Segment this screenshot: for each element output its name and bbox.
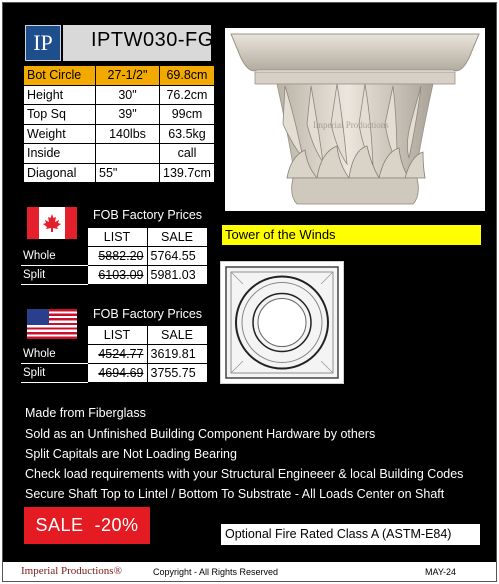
- spec-metric: call: [160, 144, 215, 164]
- spec-metric: 99cm: [160, 105, 215, 125]
- canada-prices-title: FOB Factory Prices: [93, 208, 203, 222]
- style-name-bar: Tower of the Winds: [222, 225, 481, 245]
- spec-row: [24, 163, 215, 183]
- product-sheet: [2, 2, 497, 582]
- spec-metric: 139.7cm: [160, 163, 215, 183]
- footer-date: MAY-24: [425, 567, 457, 577]
- company-logo: IP: [25, 25, 61, 61]
- spec-row: [24, 85, 215, 105]
- footer: [3, 562, 496, 581]
- spec-imperial: 39": [96, 105, 160, 125]
- spec-metric: 63.5kg: [160, 124, 215, 144]
- watermark-text: Imperial Productions: [313, 120, 389, 130]
- price-header-row: [21, 326, 207, 345]
- usa-prices-title: FOB Factory Prices: [93, 307, 203, 321]
- usa-price-table: [21, 325, 208, 383]
- spec-label: Height: [24, 85, 96, 105]
- spec-imperial: 140lbs: [96, 124, 160, 144]
- sale-price: 5764.55: [147, 247, 207, 266]
- spec-label: Weight: [24, 124, 96, 144]
- list-header: LIST: [87, 326, 147, 345]
- sale-header: SALE: [147, 326, 207, 345]
- spec-imperial: 27-1/2": [96, 66, 160, 86]
- spec-metric: 69.8cm: [160, 66, 215, 86]
- spec-label: Bot Circle: [24, 66, 96, 86]
- list-price: 6103.09: [87, 266, 147, 285]
- feature-item: Sold as an Unfinished Building Component Hardware by others: [25, 427, 376, 441]
- product-code: IPTW030-FG: [91, 29, 214, 51]
- price-row-label: Split: [21, 364, 87, 383]
- feature-item: Made from Fiberglass: [25, 406, 146, 420]
- price-row-split: [21, 266, 207, 285]
- list-price: 4524.77: [87, 345, 147, 364]
- spec-row: [24, 144, 215, 164]
- price-row-label: Whole: [21, 345, 87, 364]
- capital-illustration: [225, 28, 485, 211]
- sale-badge: SALE -20%: [24, 507, 150, 544]
- canada-price-table: [21, 227, 208, 285]
- list-price: 5882.20: [87, 247, 147, 266]
- feature-item: Secure Shaft Top to Lintel / Bottom To Substrate - All Loads Center on Shaft: [25, 487, 445, 501]
- capital-product-image: [225, 28, 485, 211]
- plan-view-illustration: [221, 262, 343, 383]
- spec-row: [24, 66, 215, 86]
- list-header: LIST: [87, 228, 147, 247]
- sale-price: 5981.03: [147, 266, 207, 285]
- spec-imperial: 30": [96, 85, 160, 105]
- sale-price: 3755.75: [147, 364, 207, 383]
- price-header-row: [21, 228, 207, 247]
- price-row-whole: [21, 247, 207, 266]
- spec-metric: 76.2cm: [160, 85, 215, 105]
- price-row-whole: [21, 345, 207, 364]
- price-row-label: Split: [21, 266, 87, 285]
- spec-label: Diagonal: [24, 163, 96, 183]
- footer-brand: Imperial Productions®: [21, 565, 122, 577]
- spec-row: [24, 105, 215, 125]
- fire-rating-note: Optional Fire Rated Class A (ASTM-E84): [221, 524, 480, 545]
- spec-label: Inside: [24, 144, 96, 164]
- price-row-split: [21, 364, 207, 383]
- footer-copyright: Copyright - All Rights Reserved: [153, 567, 279, 577]
- list-price: 4694.69: [87, 364, 147, 383]
- sale-header: SALE: [147, 228, 207, 247]
- sale-price: 3619.81: [147, 345, 207, 364]
- plan-view-drawing: [220, 261, 344, 384]
- spec-label: Top Sq: [24, 105, 96, 125]
- feature-item: Split Capitals are Not Loading Bearing: [25, 447, 237, 461]
- spec-table: [23, 65, 215, 183]
- spec-row: [24, 124, 215, 144]
- price-row-label: Whole: [21, 247, 87, 266]
- feature-item: Check load requirements with your Structural Engineeer & local Building Codes: [25, 467, 464, 481]
- spec-imperial: 55": [96, 163, 160, 183]
- spec-imperial: [96, 144, 160, 164]
